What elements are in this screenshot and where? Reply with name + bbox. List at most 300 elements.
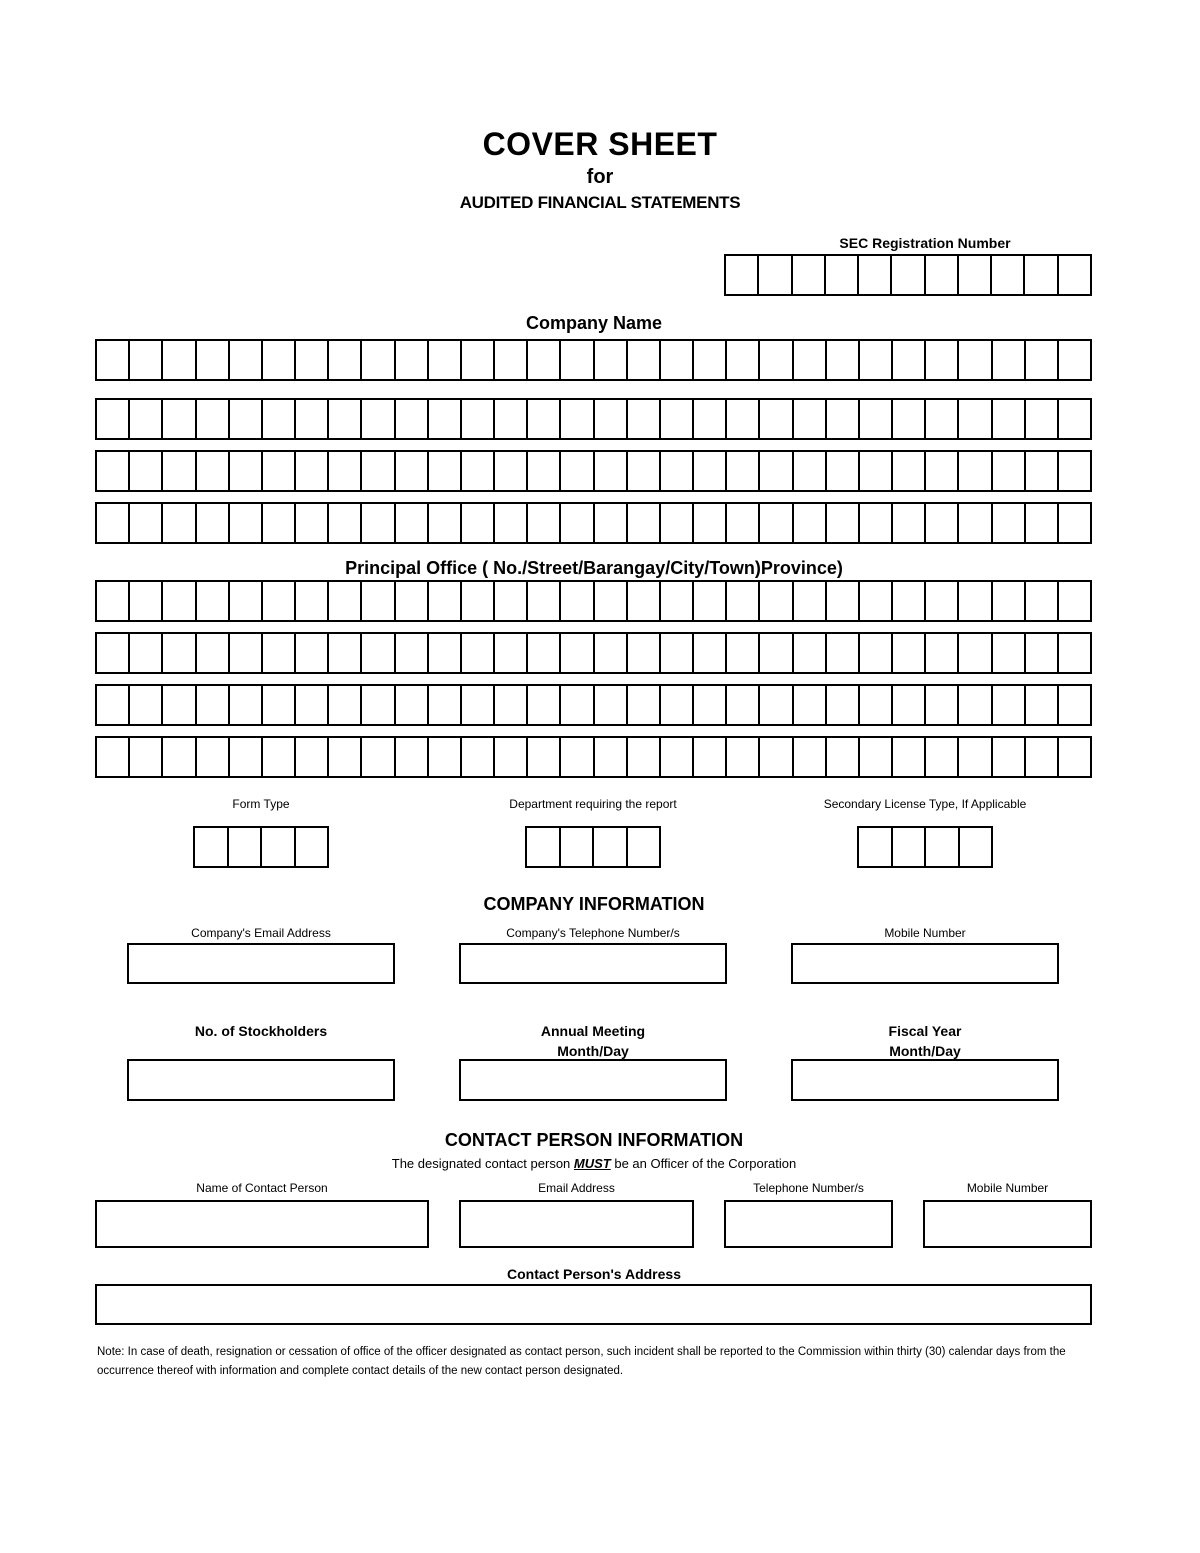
char-box[interactable] (163, 398, 196, 440)
char-box[interactable] (827, 339, 860, 381)
char-box[interactable] (595, 398, 628, 440)
char-box[interactable] (760, 632, 793, 674)
char-box[interactable] (727, 736, 760, 778)
char-box[interactable] (561, 398, 594, 440)
char-box[interactable] (993, 339, 1026, 381)
char-box[interactable] (230, 632, 263, 674)
char-box[interactable] (760, 736, 793, 778)
secondary-license-grid[interactable] (857, 826, 993, 868)
char-box[interactable] (396, 736, 429, 778)
char-box[interactable] (163, 684, 196, 726)
char-box[interactable] (362, 502, 395, 544)
char-box[interactable] (230, 684, 263, 726)
principal-office-row-4[interactable] (95, 736, 1092, 778)
char-box[interactable] (495, 398, 528, 440)
char-box[interactable] (130, 684, 163, 726)
char-box[interactable] (1026, 736, 1059, 778)
char-box[interactable] (628, 502, 661, 544)
department-grid[interactable] (525, 826, 661, 868)
char-box[interactable] (229, 826, 263, 868)
char-box[interactable] (263, 580, 296, 622)
char-box[interactable] (396, 398, 429, 440)
contact-officer-note (0, 1156, 1188, 1171)
char-box[interactable] (926, 632, 959, 674)
char-box[interactable] (97, 502, 130, 544)
char-box[interactable] (130, 339, 163, 381)
char-box[interactable] (661, 632, 694, 674)
char-box[interactable] (760, 580, 793, 622)
char-box[interactable] (197, 684, 230, 726)
char-box[interactable] (727, 398, 760, 440)
char-box[interactable] (1026, 632, 1059, 674)
char-box[interactable] (694, 632, 727, 674)
char-box[interactable] (195, 826, 229, 868)
char-box[interactable] (727, 684, 760, 726)
char-box[interactable] (362, 339, 395, 381)
char-box[interactable] (794, 339, 827, 381)
char-box[interactable] (628, 580, 661, 622)
char-box[interactable] (263, 450, 296, 492)
char-box[interactable] (926, 684, 959, 726)
char-box[interactable] (429, 736, 462, 778)
char-box[interactable] (694, 580, 727, 622)
char-box[interactable] (960, 826, 994, 868)
char-box[interactable] (595, 736, 628, 778)
char-box[interactable] (694, 736, 727, 778)
char-box[interactable] (495, 450, 528, 492)
char-box[interactable] (429, 339, 462, 381)
char-box[interactable] (827, 684, 860, 726)
char-box[interactable] (1059, 450, 1092, 492)
char-box[interactable] (163, 580, 196, 622)
char-box[interactable] (296, 580, 329, 622)
char-box[interactable] (528, 502, 561, 544)
char-box[interactable] (528, 580, 561, 622)
form-type-grid[interactable] (193, 826, 329, 868)
contact-address-label: Contact Person's Address (507, 1266, 681, 1282)
company-telephone-label: Company's Telephone Number/s (506, 926, 680, 940)
char-box[interactable] (230, 736, 263, 778)
company-email-field[interactable] (127, 943, 395, 984)
char-box[interactable] (495, 736, 528, 778)
char-box[interactable] (462, 632, 495, 674)
char-box[interactable] (595, 684, 628, 726)
char-box[interactable] (462, 684, 495, 726)
char-box[interactable] (860, 398, 893, 440)
char-box[interactable] (726, 254, 759, 296)
char-box[interactable] (495, 580, 528, 622)
char-box[interactable] (860, 502, 893, 544)
principal-office-row-2[interactable] (95, 632, 1092, 674)
char-box[interactable] (1026, 502, 1059, 544)
char-box[interactable] (263, 632, 296, 674)
char-box[interactable] (561, 632, 594, 674)
char-box[interactable] (528, 339, 561, 381)
company-telephone-field[interactable] (459, 943, 727, 984)
char-box[interactable] (893, 502, 926, 544)
char-box[interactable] (1059, 254, 1092, 296)
char-box[interactable] (893, 580, 926, 622)
char-box[interactable] (959, 502, 992, 544)
char-box[interactable] (362, 580, 395, 622)
char-box[interactable] (892, 254, 925, 296)
char-box[interactable] (495, 339, 528, 381)
page-subtitle: AUDITED FINANCIAL STATEMENTS (459, 193, 741, 212)
char-box[interactable] (296, 826, 330, 868)
char-box[interactable] (130, 450, 163, 492)
char-box[interactable] (893, 398, 926, 440)
char-box[interactable] (959, 398, 992, 440)
char-box[interactable] (462, 450, 495, 492)
char-box[interactable] (993, 450, 1026, 492)
char-box[interactable] (296, 632, 329, 674)
char-box[interactable] (263, 398, 296, 440)
char-box[interactable] (528, 398, 561, 440)
char-box[interactable] (197, 580, 230, 622)
char-box[interactable] (794, 502, 827, 544)
char-box[interactable] (661, 684, 694, 726)
char-box[interactable] (527, 826, 561, 868)
char-box[interactable] (760, 398, 793, 440)
char-box[interactable] (694, 684, 727, 726)
char-box[interactable] (893, 632, 926, 674)
char-box[interactable] (993, 398, 1026, 440)
char-box[interactable] (959, 254, 992, 296)
char-box[interactable] (926, 450, 959, 492)
char-box[interactable] (893, 736, 926, 778)
char-box[interactable] (1059, 632, 1092, 674)
char-box[interactable] (959, 736, 992, 778)
char-box[interactable] (993, 632, 1026, 674)
char-box[interactable] (230, 502, 263, 544)
principal-office-row-3[interactable] (95, 684, 1092, 726)
char-box[interactable] (429, 398, 462, 440)
char-box[interactable] (462, 502, 495, 544)
char-box[interactable] (893, 826, 927, 868)
char-box[interactable] (926, 736, 959, 778)
char-box[interactable] (694, 339, 727, 381)
char-box[interactable] (926, 398, 959, 440)
char-box[interactable] (263, 736, 296, 778)
char-box[interactable] (760, 339, 793, 381)
char-box[interactable] (197, 502, 230, 544)
char-box[interactable] (959, 580, 992, 622)
char-box[interactable] (429, 450, 462, 492)
char-box[interactable] (859, 826, 893, 868)
char-box[interactable] (595, 339, 628, 381)
char-box[interactable] (429, 502, 462, 544)
contact-note-pre: The designated contact person (391, 1156, 574, 1171)
principal-office-row-1[interactable] (95, 580, 1092, 622)
char-box[interactable] (163, 502, 196, 544)
char-box[interactable] (329, 339, 362, 381)
char-box[interactable] (760, 684, 793, 726)
char-box[interactable] (860, 580, 893, 622)
char-box[interactable] (760, 502, 793, 544)
char-box[interactable] (727, 580, 760, 622)
char-box[interactable] (1025, 254, 1058, 296)
char-box[interactable] (661, 736, 694, 778)
char-box[interactable] (793, 254, 826, 296)
char-box[interactable] (130, 502, 163, 544)
char-box[interactable] (959, 450, 992, 492)
char-box[interactable] (396, 502, 429, 544)
char-box[interactable] (396, 632, 429, 674)
char-box[interactable] (727, 339, 760, 381)
char-box[interactable] (130, 736, 163, 778)
char-box[interactable] (1059, 580, 1092, 622)
char-box[interactable] (826, 254, 859, 296)
char-box[interactable] (694, 398, 727, 440)
char-box[interactable] (759, 254, 792, 296)
char-box[interactable] (1059, 736, 1092, 778)
char-box[interactable] (661, 398, 694, 440)
char-box[interactable] (396, 450, 429, 492)
char-box[interactable] (329, 736, 362, 778)
char-box[interactable] (827, 398, 860, 440)
char-box[interactable] (97, 450, 130, 492)
char-box[interactable] (362, 736, 395, 778)
char-box[interactable] (561, 580, 594, 622)
char-box[interactable] (827, 632, 860, 674)
company-name-row-1[interactable] (95, 339, 1092, 381)
char-box[interactable] (959, 339, 992, 381)
char-box[interactable] (197, 398, 230, 440)
char-box[interactable] (959, 684, 992, 726)
company-name-row-3[interactable] (95, 450, 1092, 492)
char-box[interactable] (827, 580, 860, 622)
char-box[interactable] (561, 826, 595, 868)
company-mobile-field[interactable] (791, 943, 1059, 984)
char-box[interactable] (926, 580, 959, 622)
char-box[interactable] (230, 450, 263, 492)
char-box[interactable] (595, 502, 628, 544)
char-box[interactable] (860, 684, 893, 726)
char-box[interactable] (926, 339, 959, 381)
char-box[interactable] (495, 684, 528, 726)
char-box[interactable] (329, 684, 362, 726)
char-box[interactable] (163, 339, 196, 381)
char-box[interactable] (760, 450, 793, 492)
char-box[interactable] (794, 632, 827, 674)
char-box[interactable] (263, 684, 296, 726)
char-box[interactable] (561, 684, 594, 726)
char-box[interactable] (429, 632, 462, 674)
char-box[interactable] (396, 580, 429, 622)
contact-email-field[interactable] (459, 1200, 694, 1248)
char-box[interactable] (97, 736, 130, 778)
char-box[interactable] (993, 736, 1026, 778)
char-box[interactable] (794, 580, 827, 622)
form-type-label: Form Type (232, 797, 290, 811)
char-box[interactable] (628, 826, 662, 868)
fiscal-year-sub: Month/Day (889, 1043, 961, 1059)
char-box[interactable] (926, 254, 959, 296)
char-box[interactable] (859, 254, 892, 296)
annual-meeting-field[interactable] (459, 1059, 727, 1101)
fiscal-year-field[interactable] (791, 1059, 1059, 1101)
char-box[interactable] (97, 684, 130, 726)
char-box[interactable] (262, 826, 296, 868)
char-box[interactable] (495, 502, 528, 544)
char-box[interactable] (727, 450, 760, 492)
char-box[interactable] (263, 339, 296, 381)
char-box[interactable] (993, 502, 1026, 544)
contact-mobile-field[interactable] (923, 1200, 1092, 1248)
char-box[interactable] (230, 580, 263, 622)
char-box[interactable] (694, 450, 727, 492)
char-box[interactable] (1026, 684, 1059, 726)
char-box[interactable] (97, 339, 130, 381)
contact-name-field[interactable] (95, 1200, 429, 1248)
sec-registration-grid[interactable] (724, 254, 1092, 296)
char-box[interactable] (694, 502, 727, 544)
char-box[interactable] (1059, 398, 1092, 440)
company-name-row-4[interactable] (95, 502, 1092, 544)
char-box[interactable] (362, 398, 395, 440)
char-box[interactable] (462, 339, 495, 381)
char-box[interactable] (130, 580, 163, 622)
char-box[interactable] (362, 684, 395, 726)
principal-office-label: Principal Office ( No./Street/Barangay/City/Town)Province) (345, 558, 843, 578)
char-box[interactable] (362, 632, 395, 674)
char-box[interactable] (794, 398, 827, 440)
char-box[interactable] (628, 450, 661, 492)
char-box[interactable] (130, 398, 163, 440)
char-box[interactable] (661, 502, 694, 544)
company-name-row-2[interactable] (95, 398, 1092, 440)
char-box[interactable] (97, 398, 130, 440)
char-box[interactable] (561, 502, 594, 544)
char-box[interactable] (1026, 398, 1059, 440)
contact-address-field[interactable] (95, 1284, 1092, 1325)
char-box[interactable] (595, 632, 628, 674)
char-box[interactable] (628, 684, 661, 726)
char-box[interactable] (329, 632, 362, 674)
char-box[interactable] (661, 580, 694, 622)
char-box[interactable] (1026, 339, 1059, 381)
char-box[interactable] (329, 398, 362, 440)
char-box[interactable] (528, 632, 561, 674)
char-box[interactable] (462, 736, 495, 778)
char-box[interactable] (1026, 450, 1059, 492)
char-box[interactable] (992, 254, 1025, 296)
char-box[interactable] (230, 398, 263, 440)
company-mobile-label: Mobile Number (884, 926, 966, 940)
char-box[interactable] (628, 736, 661, 778)
char-box[interactable] (628, 398, 661, 440)
char-box[interactable] (296, 339, 329, 381)
char-box[interactable] (230, 339, 263, 381)
char-box[interactable] (462, 580, 495, 622)
char-box[interactable] (727, 632, 760, 674)
char-box[interactable] (594, 826, 628, 868)
char-box[interactable] (296, 684, 329, 726)
char-box[interactable] (197, 450, 230, 492)
footer-note: Note: In case of death, resignation or cessation of office of the officer designated as contact person, such incident shall be reported to the Commission within thirty (30) calendar days from the occurrence thereof with information and complete contact details of the new contact person designated. (97, 1346, 1066, 1377)
char-box[interactable] (860, 450, 893, 492)
char-box[interactable] (528, 450, 561, 492)
char-box[interactable] (362, 450, 395, 492)
char-box[interactable] (926, 826, 960, 868)
char-box[interactable] (296, 736, 329, 778)
char-box[interactable] (1026, 580, 1059, 622)
char-box[interactable] (860, 339, 893, 381)
char-box[interactable] (628, 339, 661, 381)
char-box[interactable] (595, 450, 628, 492)
char-box[interactable] (296, 502, 329, 544)
char-box[interactable] (561, 450, 594, 492)
char-box[interactable] (163, 632, 196, 674)
char-box[interactable] (197, 632, 230, 674)
char-box[interactable] (1059, 339, 1092, 381)
char-box[interactable] (993, 684, 1026, 726)
char-box[interactable] (893, 684, 926, 726)
char-box[interactable] (396, 339, 429, 381)
char-box[interactable] (97, 632, 130, 674)
char-box[interactable] (429, 684, 462, 726)
char-box[interactable] (860, 632, 893, 674)
char-box[interactable] (197, 339, 230, 381)
char-box[interactable] (1059, 684, 1092, 726)
char-box[interactable] (827, 502, 860, 544)
char-box[interactable] (329, 580, 362, 622)
char-box[interactable] (661, 450, 694, 492)
char-box[interactable] (329, 502, 362, 544)
char-box[interactable] (628, 632, 661, 674)
char-box[interactable] (794, 684, 827, 726)
char-box[interactable] (893, 450, 926, 492)
char-box[interactable] (462, 398, 495, 440)
char-box[interactable] (860, 736, 893, 778)
char-box[interactable] (561, 339, 594, 381)
char-box[interactable] (727, 502, 760, 544)
contact-note-must: MUST (573, 1156, 611, 1171)
char-box[interactable] (959, 632, 992, 674)
char-box[interactable] (561, 736, 594, 778)
char-box[interactable] (495, 632, 528, 674)
char-box[interactable] (130, 632, 163, 674)
char-box[interactable] (794, 736, 827, 778)
char-box[interactable] (296, 450, 329, 492)
char-box[interactable] (661, 339, 694, 381)
char-box[interactable] (528, 736, 561, 778)
page-subtitle-for: for (586, 166, 614, 188)
contact-telephone-field[interactable] (724, 1200, 893, 1248)
stockholders-field[interactable] (127, 1059, 395, 1101)
char-box[interactable] (396, 684, 429, 726)
char-box[interactable] (595, 580, 628, 622)
char-box[interactable] (329, 450, 362, 492)
char-box[interactable] (794, 450, 827, 492)
char-box[interactable] (926, 502, 959, 544)
char-box[interactable] (296, 398, 329, 440)
char-box[interactable] (893, 339, 926, 381)
char-box[interactable] (97, 580, 130, 622)
char-box[interactable] (1059, 502, 1092, 544)
char-box[interactable] (827, 450, 860, 492)
char-box[interactable] (163, 736, 196, 778)
contact-name-label: Name of Contact Person (196, 1181, 328, 1195)
char-box[interactable] (197, 736, 230, 778)
char-box[interactable] (163, 450, 196, 492)
char-box[interactable] (429, 580, 462, 622)
char-box[interactable] (827, 736, 860, 778)
char-box[interactable] (528, 684, 561, 726)
char-box[interactable] (263, 502, 296, 544)
fiscal-year-label: Fiscal Year (888, 1023, 962, 1039)
char-box[interactable] (993, 580, 1026, 622)
